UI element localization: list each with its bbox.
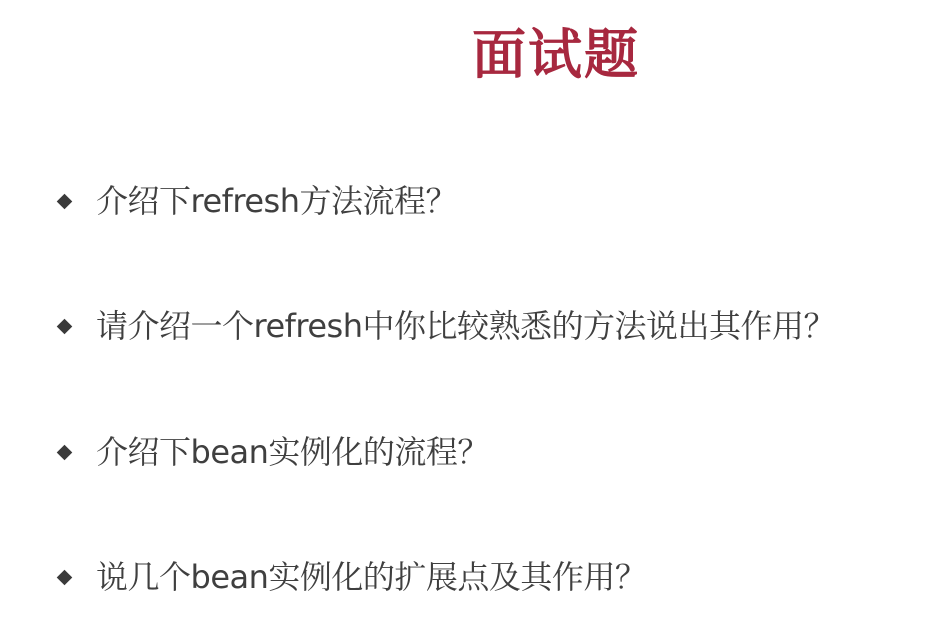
question-text: 请介绍一个refresh中你比较熟悉的方法说出其作用？ — [96, 307, 836, 345]
question-text: 介绍下bean实例化的流程？ — [96, 433, 489, 471]
diamond-icon — [57, 193, 73, 209]
diamond-icon — [57, 444, 73, 460]
page-title: 面试题 — [472, 23, 640, 86]
question-text: 说几个bean实例化的扩展点及其作用？ — [96, 558, 647, 596]
list-item — [56, 427, 489, 477]
question-text: 介绍下refresh方法流程？ — [96, 182, 458, 220]
diamond-icon — [57, 318, 73, 334]
list-item — [56, 552, 646, 602]
list-item — [56, 176, 457, 226]
diamond-icon — [57, 569, 73, 585]
list-item — [56, 301, 835, 351]
